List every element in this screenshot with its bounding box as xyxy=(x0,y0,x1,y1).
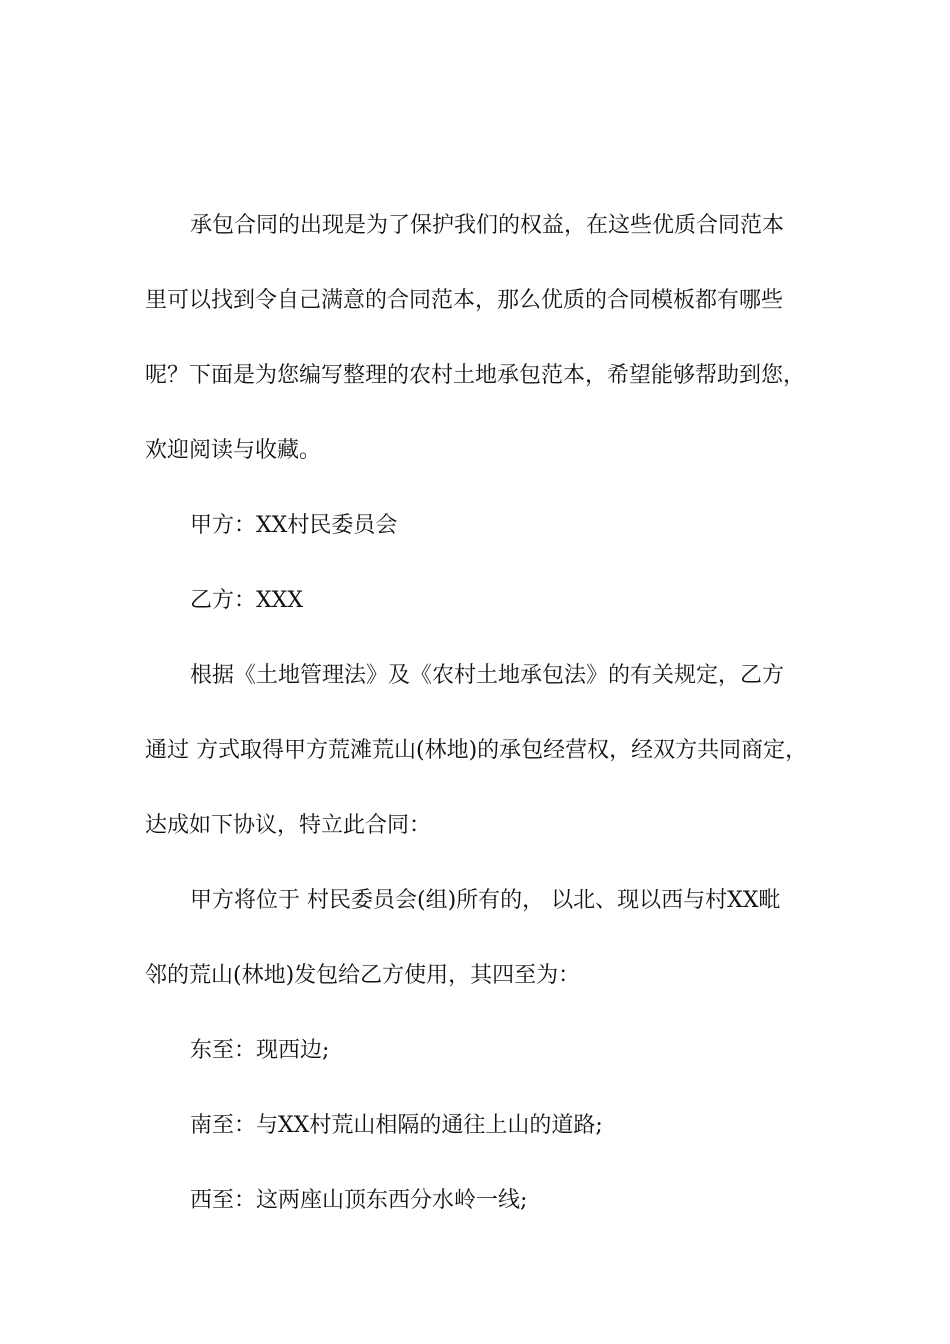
party-a: 甲方：XX村民委员会 xyxy=(190,513,398,538)
basis-line-1: 根据《土地管理法》及《农村土地承包法》的有关规定，乙方 xyxy=(190,663,785,688)
intro-line-3: 呢？下面是为您编写整理的农村土地承包范本，希望能够帮助到您， xyxy=(145,363,806,388)
intro-line-2: 里可以找到令自己满意的合同范本，那么优质的合同模板都有哪些 xyxy=(145,288,784,313)
boundary-west: 西至：这两座山顶东西分水岭一线; xyxy=(190,1188,528,1213)
boundary-south: 南至：与XX村荒山相隔的通往上山的道路; xyxy=(190,1113,603,1138)
basis-line-3: 达成如下协议，特立此合同： xyxy=(145,813,432,838)
location-line-1: 甲方将位于 村民委员会(组)所有的， 以北、现以西与村XX毗 xyxy=(190,888,781,913)
boundary-east: 东至：现西边; xyxy=(190,1038,330,1063)
location-line-2: 邻的荒山(林地)发包给乙方使用，其四至为： xyxy=(145,963,581,988)
intro-line-4: 欢迎阅读与收藏。 xyxy=(145,438,322,463)
basis-line-2: 通过 方式取得甲方荒滩荒山(林地)的承包经营权，经双方共同商定， xyxy=(145,738,808,763)
intro-line-1: 承包合同的出现是为了保护我们的权益，在这些优质合同范本 xyxy=(190,213,785,238)
party-b: 乙方：XXX xyxy=(190,588,303,613)
